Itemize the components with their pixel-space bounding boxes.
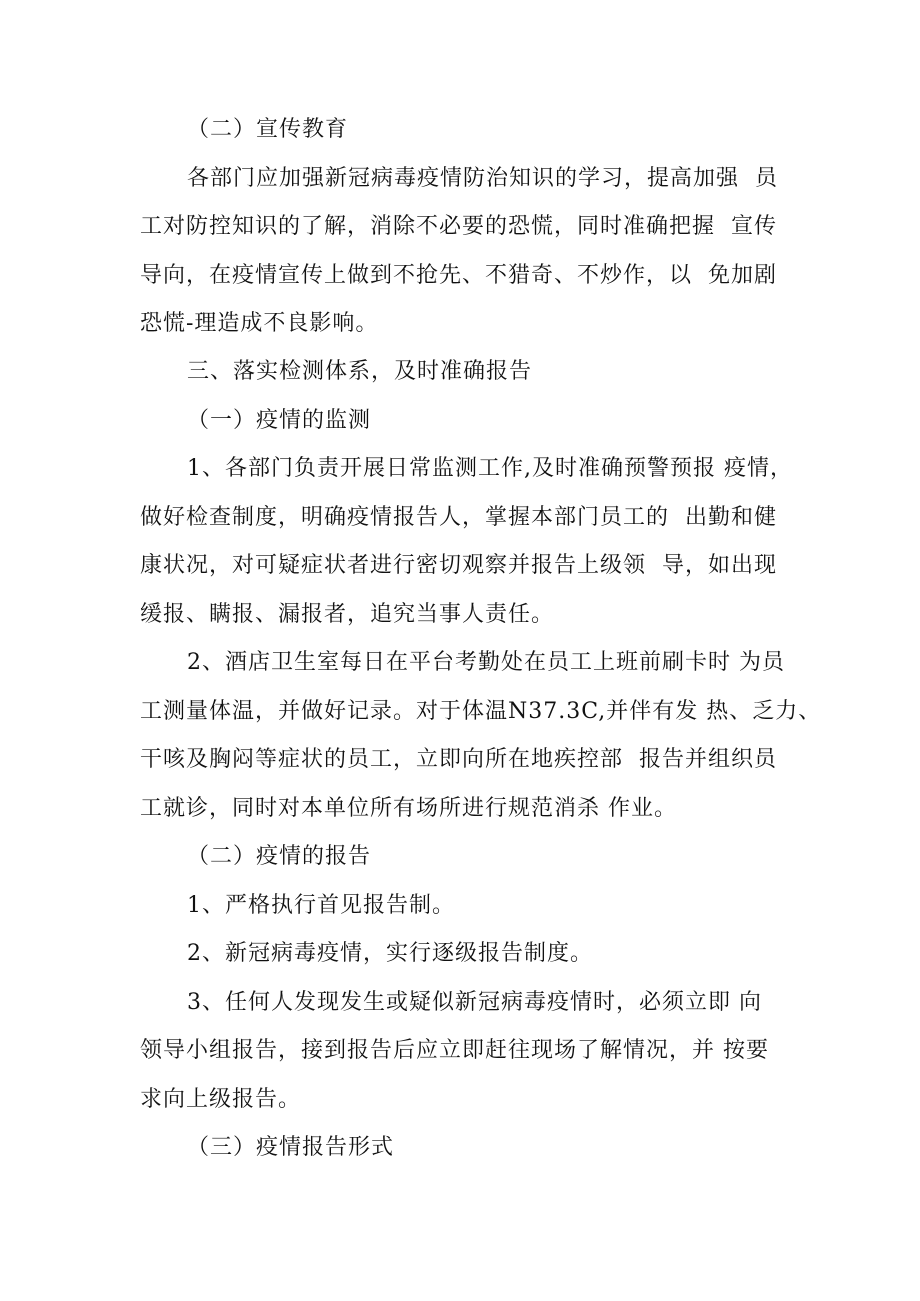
paragraph-line: 工测量体温，并做好记录。对于体温N37.3C,并伴有发 热、乏力、 xyxy=(140,699,822,724)
list-item: 2、新冠病毒疫情，实行逐级报告制度。 xyxy=(187,941,593,966)
paragraph-line: 求向上级报告。 xyxy=(140,1087,302,1112)
paragraph-line: 工就诊，同时对本单位所有场所进行规范消杀 作业。 xyxy=(140,796,677,821)
paragraph-line: 恐慌-理造成不良影响。 xyxy=(140,311,379,336)
paragraph-line: 康状况，对可疑症状者进行密切观察并报告上级领 导，如出现 xyxy=(140,553,777,578)
paragraph-line: 工对防控知识的了解，消除不必要的恐慌，同时准确把握 宣传 xyxy=(140,214,777,239)
paragraph-line: 领导小组报告，接到报告后应立即赶往现场了解情况，并 按要 xyxy=(140,1038,769,1063)
paragraph-line: 导向，在疫情宣传上做到不抢先、不猎奇、不炒作，以 免加剧 xyxy=(140,263,777,288)
paragraph-line: 3、任何人发现发生或疑似新冠病毒疫情时，必须立即 向 xyxy=(187,990,762,1015)
subheading-reporting: （二）疫情的报告 xyxy=(187,844,372,869)
paragraph-line: 1、各部门负责开展日常监测工作,及时准确预警预报 疫情， xyxy=(187,456,793,481)
paragraph-line: 2、酒店卫生室每日在平台考勤处在员工上班前刷卡时 为员 xyxy=(187,650,785,675)
paragraph-line: 各部门应加强新冠病毒疫情防治知识的学习，提高加强 员 xyxy=(187,166,778,191)
subheading-monitoring: （一）疫情的监测 xyxy=(187,408,372,433)
subheading-report-format: （三）疫情报告形式 xyxy=(187,1135,395,1160)
section-heading-detection: 三、落实检测体系，及时准确报告 xyxy=(187,359,533,384)
paragraph-line: 干咳及胸闷等症状的员工，立即向所在地疾控部 报告并组织员 xyxy=(140,747,777,772)
paragraph-line: 缓报、瞒报、漏报者，追究当事人责任。 xyxy=(140,602,555,627)
paragraph-line: 做好检查制度，明确疫情报告人，掌握本部门员工的 出勤和健 xyxy=(140,505,777,530)
heading-publicity-education: （二）宣传教育 xyxy=(187,117,349,142)
list-item: 1、严格执行首见报告制。 xyxy=(187,893,455,918)
